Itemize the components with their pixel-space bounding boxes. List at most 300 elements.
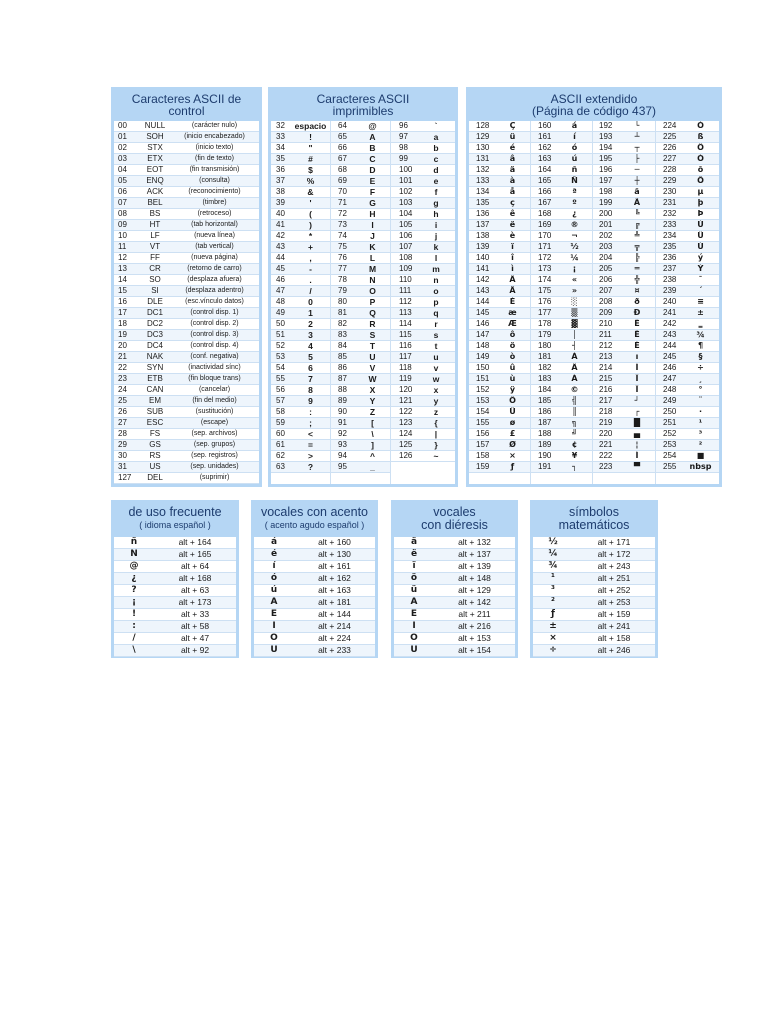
printable-char: M	[368, 264, 377, 274]
shortcut-keys: alt + 159	[597, 609, 631, 619]
shortcut-keys: alt + 161	[318, 561, 351, 571]
extended-row	[593, 132, 655, 143]
shortcut-row	[533, 609, 655, 621]
extended-row	[593, 187, 655, 198]
shortcut-char: ƒ	[551, 609, 555, 619]
extended-code: 240	[663, 297, 677, 306]
extended-code: 229	[663, 176, 677, 185]
extended-code: 154	[476, 407, 490, 416]
control-abbr: DEL	[147, 473, 163, 482]
extended-char: ÷	[697, 363, 704, 372]
printable-code: 96	[399, 121, 408, 130]
extended-code: 171	[538, 242, 552, 251]
printable-code: 57	[276, 396, 285, 405]
extended-row	[469, 121, 530, 132]
extended-row	[531, 275, 592, 286]
extended-row	[469, 143, 530, 154]
extended-char: Ú	[697, 220, 704, 229]
extended-char: â	[509, 154, 516, 163]
extended-char: ╔	[634, 220, 640, 229]
extended-code: 206	[599, 275, 613, 284]
extended-row	[531, 176, 592, 187]
extended-char: ¥	[571, 451, 578, 460]
shortcut-row	[254, 645, 375, 657]
extended-code: 163	[538, 154, 552, 163]
shortcut-keys: alt + 160	[318, 537, 351, 547]
extended-row	[656, 363, 719, 374]
shortcut-row	[114, 561, 236, 573]
control-abbr: CAN	[146, 385, 164, 394]
printable-char: 9	[308, 396, 313, 406]
control-abbr: NULL	[144, 121, 166, 130]
printable-row	[331, 352, 390, 363]
extended-char: └	[634, 121, 640, 130]
extended-code: 246	[663, 363, 677, 372]
shortcut-keys: alt + 154	[458, 645, 491, 655]
printable-row	[331, 275, 390, 286]
printable-code: 41	[276, 220, 285, 229]
printable-char: 7	[308, 374, 313, 384]
extended-row	[469, 264, 530, 275]
extended-row	[656, 341, 719, 352]
printable-code: 102	[399, 187, 413, 196]
diaeresis-vowels-title: vocales	[433, 505, 476, 519]
control-code: 02	[118, 143, 127, 152]
printable-char: 3	[308, 330, 313, 340]
printable-header	[268, 87, 458, 121]
shortcut-keys: alt + 214	[318, 621, 351, 631]
extended-char: ¤	[634, 286, 640, 295]
control-code: 15	[118, 286, 127, 295]
printable-title-line2: imprimibles	[332, 104, 394, 118]
control-column	[114, 121, 259, 484]
printable-code: 88	[338, 385, 347, 394]
printable-row	[271, 374, 330, 385]
printable-code: 60	[276, 429, 285, 438]
frequent-use-header	[111, 500, 239, 537]
printable-row	[271, 231, 330, 242]
extended-char: ╬	[634, 275, 640, 284]
printable-char: B	[369, 143, 376, 153]
control-code: 31	[118, 462, 127, 471]
printable-char: Q	[369, 308, 376, 318]
printable-char: Z	[369, 407, 376, 417]
shortcut-char: ú	[270, 585, 278, 595]
printable-char: G	[369, 198, 376, 208]
shortcut-keys: alt + 211	[458, 609, 491, 619]
shortcut-char: É	[270, 609, 278, 619]
control-abbr: SI	[151, 286, 159, 295]
extended-code: 209	[599, 308, 613, 317]
printable-row	[331, 209, 390, 220]
extended-code: 158	[476, 451, 490, 460]
extended-code: 201	[599, 220, 613, 229]
printable-code: 101	[399, 176, 413, 185]
extended-code: 188	[538, 429, 552, 438]
printable-code: 76	[338, 253, 347, 262]
shortcut-row	[533, 633, 655, 645]
control-desc: (esc.vínculo datos)	[185, 298, 244, 305]
printable-code: 84	[338, 341, 347, 350]
extended-row	[656, 396, 719, 407]
control-row	[114, 253, 259, 264]
extended-char: ï	[511, 242, 514, 251]
extended-code: 149	[476, 352, 490, 361]
shortcut-row	[394, 645, 515, 657]
printable-char: W	[368, 374, 377, 384]
printable-row	[271, 330, 330, 341]
shortcut-row	[394, 549, 515, 561]
extended-char: Í	[635, 363, 639, 372]
extended-code: 200	[599, 209, 613, 218]
printable-code: 82	[338, 319, 347, 328]
control-code: 07	[118, 198, 127, 207]
extended-code: 189	[538, 440, 552, 449]
printable-row	[391, 374, 455, 385]
extended-row	[469, 319, 530, 330]
shortcut-keys: alt + 171	[597, 537, 631, 547]
extended-row	[469, 429, 530, 440]
extended-row	[656, 264, 719, 275]
shortcut-row	[114, 645, 236, 657]
printable-row	[391, 451, 455, 462]
control-row	[114, 319, 259, 330]
extended-char: ¹	[698, 418, 703, 427]
extended-code: 217	[599, 396, 613, 405]
shortcut-keys: alt + 164	[178, 537, 212, 547]
control-row	[114, 407, 259, 418]
extended-char: í	[573, 132, 576, 141]
extended-row	[593, 264, 655, 275]
control-code: 23	[118, 374, 127, 383]
extended-char: ¶	[697, 341, 704, 350]
extended-row	[531, 330, 592, 341]
control-row	[114, 286, 259, 297]
printable-code: 80	[338, 297, 347, 306]
extended-row	[531, 187, 592, 198]
printable-code: 92	[338, 429, 347, 438]
shortcut-char: ü	[410, 585, 418, 595]
extended-code: 142	[476, 275, 490, 284]
shortcut-char: Ö	[410, 633, 418, 643]
extended-code: 253	[663, 440, 677, 449]
printable-row	[271, 165, 330, 176]
extended-char: Ì	[635, 451, 639, 460]
printable-char: S	[369, 330, 376, 340]
printable-code: 56	[276, 385, 285, 394]
extended-char: ý	[697, 253, 704, 262]
extended-char: æ	[508, 308, 517, 317]
shortcut-keys: alt + 33	[180, 609, 210, 619]
printable-code: 121	[399, 396, 413, 405]
printable-char: (	[309, 209, 312, 219]
printable-row	[271, 264, 330, 275]
extended-char: ¨	[698, 396, 703, 405]
shortcut-char: Ó	[270, 633, 278, 643]
extended-row	[469, 385, 530, 396]
extended-char: ¸	[698, 374, 703, 383]
printable-char: D	[369, 165, 376, 175]
printable-row	[391, 154, 455, 165]
extended-row	[656, 319, 719, 330]
printable-char: ?	[307, 462, 314, 472]
control-row	[114, 308, 259, 319]
control-desc: (inicio encabezado)	[184, 133, 245, 140]
extended-char: ─	[634, 165, 640, 174]
extended-char: Ü	[509, 407, 516, 416]
printable-row	[391, 385, 455, 396]
control-row	[114, 209, 259, 220]
printable-row	[391, 143, 455, 154]
extended-code: 182	[538, 363, 552, 372]
printable-char: l	[434, 253, 438, 263]
printable-row	[391, 286, 455, 297]
extended-row	[593, 198, 655, 209]
printable-char: u	[433, 352, 439, 362]
extended-char: ¼	[570, 253, 579, 262]
shortcut-keys: alt + 162	[318, 573, 351, 583]
extended-row	[531, 121, 592, 132]
printable-row	[391, 209, 455, 220]
extended-char: ¢	[571, 440, 578, 449]
accented-vowels-panel	[251, 500, 378, 658]
extended-char: ¾	[696, 330, 705, 339]
printable-char: H	[369, 209, 376, 219]
printable-char: R	[369, 319, 376, 329]
extended-row	[656, 253, 719, 264]
printable-code: 46	[276, 275, 285, 284]
extended-row	[469, 330, 530, 341]
extended-code: 230	[663, 187, 677, 196]
extended-char: │	[572, 330, 577, 339]
extended-code: 221	[599, 440, 613, 449]
shortcut-keys: alt + 233	[318, 645, 351, 655]
control-desc: (reconocimiento)	[188, 188, 241, 195]
printable-code: 97	[399, 132, 408, 141]
printable-row	[271, 143, 330, 154]
shortcut-keys: alt + 158	[597, 633, 631, 643]
printable-code: 95	[338, 462, 347, 471]
extended-char: ≡	[697, 297, 704, 306]
extended-code: 208	[599, 297, 613, 306]
extended-code: 172	[538, 253, 552, 262]
extended-code: 234	[663, 231, 677, 240]
printable-row	[331, 132, 390, 143]
extended-char: ■	[696, 451, 705, 460]
extended-code: 207	[599, 286, 613, 295]
printable-code: 86	[338, 363, 347, 372]
shortcut-row	[394, 609, 515, 621]
extended-row	[656, 374, 719, 385]
printable-column	[271, 121, 331, 484]
diaeresis-vowels-header	[391, 500, 518, 537]
printable-code: 35	[276, 154, 285, 163]
printable-row	[331, 165, 390, 176]
printable-char: N	[369, 275, 376, 285]
shortcut-row	[533, 597, 655, 609]
printable-code: 118	[399, 363, 412, 372]
printable-row	[391, 165, 455, 176]
extended-code: 232	[663, 209, 677, 218]
extended-code: 136	[476, 209, 490, 218]
extended-code: 254	[663, 451, 677, 460]
shortcut-keys: alt + 130	[318, 549, 351, 559]
extended-code: 134	[476, 187, 490, 196]
printable-row	[271, 462, 330, 473]
extended-char: ┌	[634, 407, 640, 416]
shortcut-row	[533, 537, 655, 549]
printable-row	[331, 264, 390, 275]
extended-code: 152	[476, 385, 490, 394]
printable-row	[331, 176, 390, 187]
control-abbr: FF	[150, 253, 160, 262]
extended-code: 131	[476, 154, 490, 163]
extended-char: ·	[698, 407, 703, 416]
printable-row	[271, 176, 330, 187]
printable-char: q	[433, 308, 439, 318]
extended-char: ║	[572, 407, 577, 416]
extended-row	[656, 352, 719, 363]
extended-char: ¯	[698, 275, 703, 284]
printable-char: +	[308, 242, 313, 252]
extended-char: ‗	[698, 319, 703, 328]
printable-code: 54	[276, 363, 285, 372]
printable-title-line1: Caracteres ASCII	[316, 92, 410, 106]
printable-char: e	[433, 176, 439, 186]
extended-code: 164	[538, 165, 552, 174]
control-row	[114, 440, 259, 451]
frequent-use-panel	[111, 500, 239, 658]
extended-code: 245	[663, 352, 677, 361]
extended-char: ª	[572, 187, 577, 196]
control-title-line1: Caracteres ASCII de	[131, 92, 242, 106]
extended-code: 147	[476, 330, 490, 339]
printable-row	[391, 242, 455, 253]
extended-row	[656, 209, 719, 220]
printable-row	[271, 319, 330, 330]
printable-char: c	[433, 154, 439, 164]
printable-code: 39	[276, 198, 285, 207]
extended-row	[656, 198, 719, 209]
printable-row	[391, 275, 455, 286]
extended-row	[656, 429, 719, 440]
extended-row	[593, 275, 655, 286]
control-desc: (cancelar)	[198, 386, 231, 393]
control-row	[114, 330, 259, 341]
control-row	[114, 297, 259, 308]
printable-char: `	[434, 121, 438, 131]
control-row	[114, 154, 259, 165]
extended-char: Ê	[634, 319, 640, 328]
extended-code: 216	[599, 385, 613, 394]
printable-code: 124	[399, 429, 413, 438]
printable-column	[391, 121, 455, 484]
control-desc: (control disp. 4)	[190, 342, 239, 349]
printable-char: =	[308, 440, 313, 450]
extended-char: î	[511, 253, 514, 262]
shortcut-keys: alt + 165	[178, 549, 212, 559]
extended-row	[469, 308, 530, 319]
shortcut-char: ±	[549, 621, 557, 631]
control-code: 04	[118, 165, 127, 174]
extended-row	[593, 341, 655, 352]
control-table	[114, 121, 259, 484]
shortcut-char: \	[132, 645, 136, 655]
printable-row	[391, 330, 455, 341]
extended-code: 167	[538, 198, 552, 207]
control-code: 05	[118, 176, 127, 185]
extended-char: ╚	[634, 209, 640, 218]
extended-code: 183	[538, 374, 552, 383]
printable-row	[331, 429, 390, 440]
control-code: 21	[118, 352, 127, 361]
shortcut-row	[114, 597, 236, 609]
printable-row	[391, 429, 455, 440]
control-desc: (carácter nulo)	[191, 122, 238, 129]
printable-row	[331, 341, 390, 352]
extended-row	[531, 451, 592, 462]
printable-row	[271, 429, 330, 440]
printable-code: 85	[338, 352, 347, 361]
extended-row	[531, 440, 592, 451]
printable-code: 104	[399, 209, 413, 218]
extended-row	[469, 231, 530, 242]
printable-code: 93	[338, 440, 347, 449]
shortcut-row	[533, 621, 655, 633]
control-code: 29	[118, 440, 127, 449]
shortcut-char: Í	[272, 621, 276, 631]
shortcut-row	[533, 561, 655, 573]
printable-code: 32	[276, 121, 285, 130]
shortcut-row	[254, 561, 375, 573]
control-abbr: SYN	[146, 363, 164, 372]
extended-char: Þ	[697, 209, 704, 218]
printable-code: 114	[399, 319, 412, 328]
extended-code: 205	[599, 264, 613, 273]
printable-code: 94	[338, 451, 347, 460]
control-abbr: NAK	[146, 352, 164, 361]
extended-row	[469, 209, 530, 220]
printable-row	[331, 308, 390, 319]
extended-row	[593, 407, 655, 418]
extended-char: §	[698, 352, 703, 361]
control-desc: (conf. negativa)	[190, 353, 239, 360]
printable-column	[331, 121, 391, 484]
printable-code: 125	[399, 440, 413, 449]
printable-char: F	[369, 187, 376, 197]
extended-row	[656, 275, 719, 286]
control-abbr: DC3	[146, 330, 163, 339]
extended-code: 165	[538, 176, 552, 185]
extended-code: 160	[538, 121, 552, 130]
shortcut-char: ï	[412, 561, 416, 571]
extended-char: ó	[571, 143, 578, 152]
control-row	[114, 462, 259, 473]
control-abbr: GS	[149, 440, 161, 449]
printable-code: 59	[276, 418, 285, 427]
extended-char: Ñ	[571, 176, 578, 185]
extended-char: ▀	[633, 462, 641, 471]
extended-code: 199	[599, 198, 613, 207]
extended-row	[593, 297, 655, 308]
extended-row	[593, 121, 655, 132]
printable-code: 119	[399, 374, 412, 383]
extended-row	[656, 462, 719, 473]
control-row	[114, 429, 259, 440]
extended-table	[469, 121, 719, 484]
printable-char: -	[309, 264, 312, 274]
shortcut-keys: alt + 47	[180, 633, 210, 643]
